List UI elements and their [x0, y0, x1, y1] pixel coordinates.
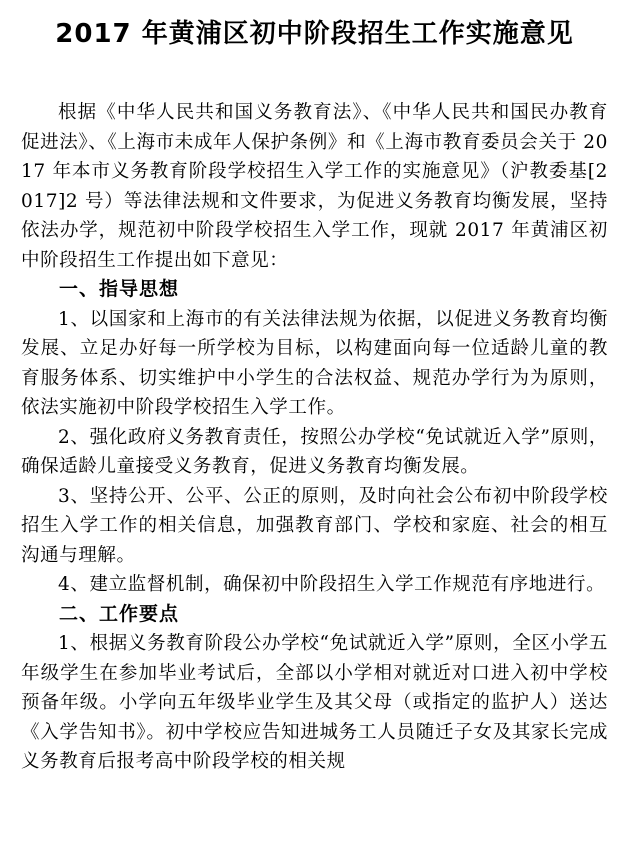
section1-item-4: 4、建立监督机制，确保初中阶段招生入学工作规范有序地进行。	[58, 574, 606, 595]
section1-item-1: 1、以国家和上海市的有关法律法规为依据，以促进义务教育均衡发展、立足办好每一所学校为目标，以构建面向每一位适龄儿童的教育服务体系、切实维护中小学生的合法权益、规范办学行为为原则，依法实施初中阶段学校招生入学工作。	[21, 308, 608, 418]
intro-paragraph: 根据《中华人民共和国义务教育法》、《中华人民共和国民办教育促进法》、《上海市未成年人保护条例》和《上海市教育委员会关于 2017 年本市义务教育阶段学校招生入学工作的实施意见》（沪教委基[2017]2 号）等法律法规和文件要求，为促进义务教育均衡发展，坚持依法办学，规范初中阶段学校招生入学工作，现就 2017 年黄浦区初中阶段招生工作提出如下意见：	[21, 102, 608, 271]
section1-item-2: 2、强化政府义务教育责任，按照公办学校“免试就近入学”原则，确保适龄儿童接受义务教育，促进义务教育均衡发展。	[21, 426, 608, 477]
section2-item-1: 1、根据义务教育阶段公办学校“免试就近入学”原则，全区小学五年级学生在参加毕业考试后，全部以小学相对就近对口进入初中学校预备年级。小学向五年级毕业学生及其父母（或指定的监护人）送达《入学告知书》。初中学校应告知进城务工人员随迁子女及其家长完成义务教育后报考高中阶段学校的相关规	[21, 633, 608, 772]
document-title: 2017 年黄浦区初中阶段招生工作实施意见	[55, 19, 574, 49]
section1-item-3: 3、坚持公开、公平、公正的原则，及时向社会公布初中阶段学校招生入学工作的相关信息，加强教育部门、学校和家庭、社会的相互沟通与理解。	[21, 485, 608, 566]
section-heading-work-points: 二、工作要点	[59, 602, 180, 625]
document-body	[21, 98, 608, 777]
section-heading-guiding-principles: 一、指导思想	[59, 278, 180, 300]
